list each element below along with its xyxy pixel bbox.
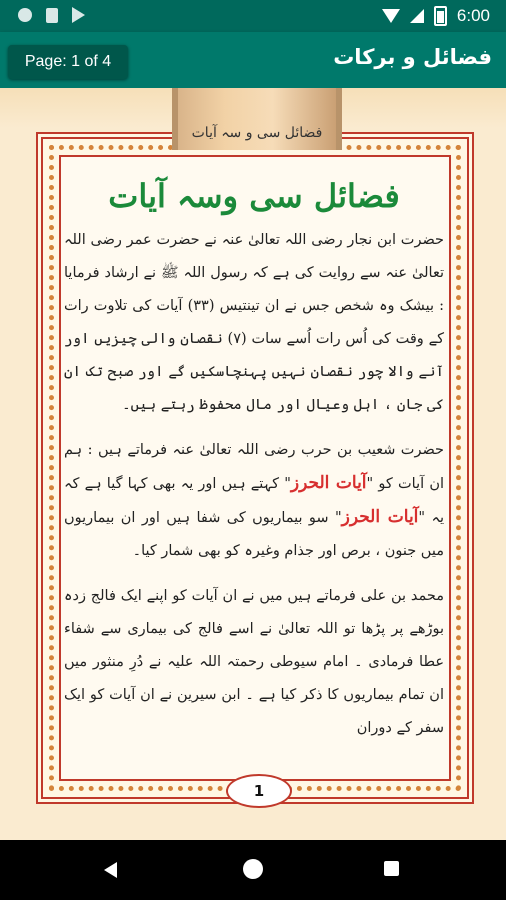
page-number-badge: 1 (226, 774, 292, 808)
sd-card-icon (46, 8, 58, 23)
play-store-icon (72, 7, 85, 23)
app-bar (0, 32, 506, 88)
notification-circle-icon (18, 8, 32, 22)
highlight-text: آیات الحرز (290, 473, 367, 493)
battery-icon (434, 6, 447, 26)
app-title: فضائل و برکات (333, 45, 492, 69)
page-indicator-button[interactable]: Page: 1 of 4 (8, 45, 128, 79)
page-content (64, 168, 444, 788)
chapter-tab-title: فضائل سی و سہ آیات (191, 125, 323, 141)
wifi-icon (382, 9, 400, 23)
clock: 6:00 (456, 6, 490, 25)
paragraph-1: حضرت ابن نجار رضی اللہ تعالیٰ عنہ نے حضرت عمر رضی اللہ تعالیٰ عنہ سے روایت کی ہے کہ رسول اللہ ﷺ نے ارشاد فرمایا : بیشک وہ شخص جس نے ان تینتیس (۳۳) آیات کی تلاوت رات کے وقت کی اُس رات اُسے سات (۷) نقصان والی چیزیں اور آنے والا چور نقصان نہیں پہنچاسکیں گے اور صبح تک ان کی جان ، اہل وعیال اور مال محفوظ رہتے ہیں۔ (64, 232, 444, 413)
status-bar (0, 0, 506, 32)
cell-signal-icon (410, 9, 424, 23)
home-icon[interactable] (243, 859, 263, 879)
highlight-text: آیات الحرز (341, 507, 419, 527)
chapter-tab (172, 88, 342, 150)
back-icon[interactable] (104, 862, 117, 878)
book-page[interactable] (0, 88, 506, 840)
paragraph-3: محمد بن علی فرماتے ہیں میں نے ان آیات کو اپنے ایک فالج زدہ بوڑھے پر پڑھا تو اللہ تعالیٰ نے اسے فالج کی بیماری سے شفاء عطا فرمادی ۔ امام سیوطی رحمتہ اللہ علیہ نے دُرِ منثور میں ان تمام بیماریوں کا ذکر کیا ہے ۔ ابن سیرین نے ان آیات کو ایک سفر کے دوران (64, 588, 444, 736)
paragraph-2: حضرت شعیب بن حرب رضی اللہ تعالیٰ عنہ فرماتے ہیں : ہم ان آیات کو "آیات الحرز" کہتے ہیں اور یہ بھی کہا گیا ہے کہ یہ "آیات الحرز" سو بیماریوں کی شفا ہیں اور ان بیماریوں میں جنون ، برص اور جذام وغیرہ کو بھی شمار کیا۔ (64, 442, 445, 559)
system-nav-bar (0, 840, 506, 900)
page-heading: فضائل سی وسہ آیات (108, 177, 400, 215)
recent-apps-icon[interactable] (384, 861, 399, 876)
